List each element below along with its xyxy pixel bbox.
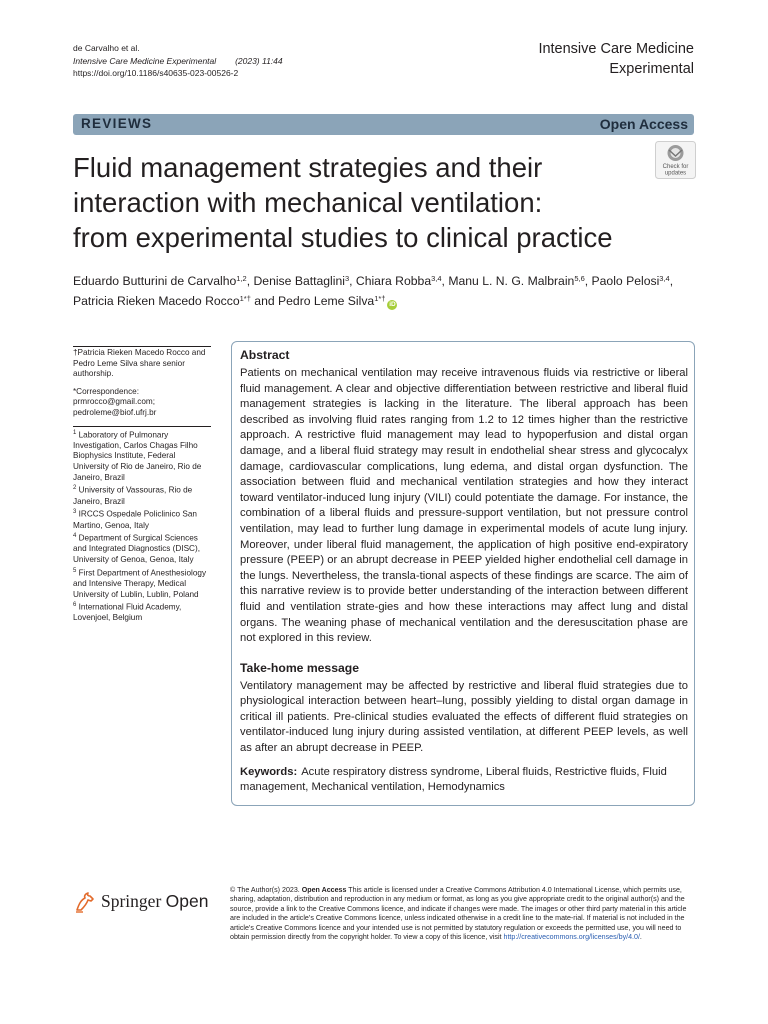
affiliation-text: IRCCS Ospedale Policlinico San Martino, Genoa, Italy xyxy=(73,509,197,530)
orcid-icon[interactable]: iD xyxy=(389,301,396,308)
author-name: Eduardo Butturini de Carvalho xyxy=(73,274,237,288)
affiliation: $^2$ University of Vassouras, Rio de Janeiro, Brazil xyxy=(73,485,193,506)
author-notes-sidebar xyxy=(73,346,213,624)
author-affiliation-sup: 1*† xyxy=(239,294,251,303)
springer-horse-icon xyxy=(73,890,97,914)
takehome-text: Ventilatory management may be affected by restrictive and liberal fluid strategies due to physiological interaction between heart–lung, possibly yielding to distal organ damage in critical ill patients. Pre-clinical studies evaluated the effects of different fluid strategies on ventilator-induced lung injury during assisted ventilation, at different PEEP levels, as well as after an abrupt decrease in PEEP. xyxy=(240,679,688,755)
author-affiliation-sup: 5,6 xyxy=(574,274,585,283)
journal-name xyxy=(538,40,694,79)
title-line2: interaction with mechanical ventilation: xyxy=(73,187,543,218)
author-name: Patricia Rieken Macedo Rocco xyxy=(73,294,240,308)
affiliation: $^3$ IRCCS Ospedale Policlinico San Martino, Genoa, Italy xyxy=(73,509,197,530)
correspondence-email[interactable]: prmrocco@gmail.com; xyxy=(73,397,156,407)
title-line3: from experimental studies to clinical practice xyxy=(73,222,613,253)
author-affiliation-sup: 3,4 xyxy=(431,274,442,283)
author-affiliation-sup: 1,2 xyxy=(236,274,247,283)
license-open-access: Open Access xyxy=(301,886,347,894)
affiliation-text: First Department of Anesthesiology and Intensive Therapy, Medical University of Lublin, Lublin, Poland xyxy=(73,568,207,599)
copyright-text: © The Author(s) 2023. xyxy=(230,886,300,894)
author-affiliation-sup: 3 xyxy=(344,274,350,283)
check-for-updates-icon xyxy=(655,141,696,179)
affiliation-text: University of Vassouras, Rio de Janeiro, Brazil xyxy=(73,486,193,506)
license-statement xyxy=(230,886,696,942)
keywords-label: Keywords: xyxy=(240,765,298,778)
correspondence xyxy=(73,387,213,419)
header-authors: de Carvalho et al. xyxy=(73,43,140,53)
author-affiliation-sup: 1*† xyxy=(374,294,386,303)
affiliation-text: International Fluid Academy, Lovenjoel, Belgium xyxy=(73,602,182,623)
badge-line1: Check for xyxy=(662,164,689,170)
abstract-box xyxy=(231,341,695,806)
section-bar xyxy=(73,114,694,135)
affiliation-text: Department of Surgical Sciences and Integrated Diagnostics (DISC), University of Genoa, Genoa, Italy xyxy=(73,533,200,565)
affiliation: $^4$ Department of Surgical Sciences and Integrated Diagnostics (DISC), University of Genoa, Genoa, Italy xyxy=(73,533,200,565)
open-word: Open xyxy=(165,891,209,911)
badge-line2: updates xyxy=(664,170,687,177)
open-access-label: Open Access xyxy=(599,116,688,132)
license-text: This article is licensed under a Creative Commons Attribution 4.0 International License, which permits use, sharing, adaptation, distribution and reproduction in any medium or format, as long as you give appropriate credit to the original author(s) and the source, provide a link to the Creative Commons licence, and indicate if changes were made. The images or other third party material in this article are included in the article’s Creative Commons licence, unless indicated otherwise in a credit line to the mate-rial. If material is not included in the article’s Creative Commons licence and your intended use is not permitted by statutory regulation or exceeds the permitted use, you will need to obtain permission directly from the copyright holder. To view a copy of this licence, visit xyxy=(230,886,687,942)
journal-name-line2: Experimental xyxy=(609,60,694,77)
affiliation-text: Laboratory of Pulmonary Investigation, Carlos Chagas Filho Biophysics Institute, Federal University of Rio de Janeiro, Rio de Janeiro, Brazil xyxy=(73,430,202,482)
author-name: and Pedro Leme Silva xyxy=(250,294,375,308)
affiliation: $^6$ International Fluid Academy, Lovenjoel, Belgium xyxy=(73,602,182,623)
springer-open-logo[interactable] xyxy=(73,890,223,916)
author-name: , Paolo Pelosi xyxy=(584,274,660,288)
senior-authorship-note: †Patricia Rieken Macedo Rocco and Pedro Leme Silva share senior authorship. xyxy=(73,348,206,379)
header-year-volume: (2023) 11:44 xyxy=(235,55,283,66)
affiliation: $^1$ Laboratory of Pulmonary Investigation, Carlos Chagas Filho Biophysics Institute, Federal University of Rio de Janeiro, Rio de Janeiro, Brazil xyxy=(73,429,202,482)
sidebar-rule xyxy=(73,346,211,347)
author-affiliation-sup: 3,4 xyxy=(659,274,670,283)
correspondence-label: *Correspondence: xyxy=(73,386,139,396)
sidebar-rule xyxy=(73,426,211,427)
license-end: . xyxy=(639,933,642,942)
check-for-updates-badge[interactable] xyxy=(655,141,696,179)
abstract-heading: Abstract xyxy=(240,348,290,362)
author-list: Eduardo Butturini de Carvalho$^{1,2}$, Denise Battaglini$^3$, Chiara Robba$^{3,4}$, Manu L. N. G. Malbrain$^{5,6}$, Paolo Pelosi$^{3,4}$, Patricia Rieken Macedo Rocco$^{1*\dagger}$ and Pedro Leme Silva$^{1*\dagger}$iD xyxy=(73,274,674,308)
license-link[interactable]: http://creativecommons.org/licenses/by/4.0/ xyxy=(503,933,640,942)
header-journal: Intensive Care Medicine Experimental xyxy=(73,55,217,66)
keywords-text: Acute respiratory distress syndrome, Liberal fluids, Restrictive fluids, Fluid management, Mechanical ventilation, Hemodynamics xyxy=(240,765,667,794)
title-line1: Fluid management strategies and their xyxy=(73,152,543,183)
keywords xyxy=(240,765,688,796)
author-name: , Manu L. N. G. Malbrain xyxy=(441,274,575,288)
author-name: , Chiara Robba xyxy=(349,274,432,288)
header-doi[interactable]: https://doi.org/10.1186/s40635-023-00526-2 xyxy=(73,68,239,78)
header-citation xyxy=(73,55,283,68)
affiliation: $^5$ First Department of Anesthesiology and Intensive Therapy, Medical University of Lublin, Lublin, Poland xyxy=(73,567,207,599)
section-label: REVIEWS xyxy=(81,116,153,131)
springer-open-wordmark xyxy=(101,891,208,912)
correspondence-email[interactable]: pedroleme@biof.ufrj.br xyxy=(73,407,157,417)
article-title xyxy=(73,150,633,255)
abstract-text: Patients on mechanical ventilation may receive intravenous fluids via restrictive or liberal fluid management. A clear and objective differentiation between restrictive and liberal fluid management strategies is lacking in the literature. The liberal approach has been described as involving fluid rates ranging from 1.2 to 12 times higher than the restrictive approach. A restrictive fluid management may lead to hypoperfusion and distal organ damage, and a liberal fluid strategy may result in endothelial shear stress and glycocalyx damage, cardiovascular complications, lung edema, and distal organ dysfunction. The association between fluid and mechanical ventilation strategies and how they interact toward ventilator-induced lung injury (VILI) could potentiate the damage. For instance, the combination of a liberal fluids and pressure-support ventilation, but not pressure control ventilation, may lead to further lung damage in experimental models of acute lung injury. Moreover, under liberal fluid management, the application of high positive end-expiratory pressure (PEEP) or an abrupt decrease in PEEP yielded higher endothelial cell damage in the lungs. Nevertheless, the transla-tional aspects of these findings are scarce. The aim of this narrative review is to provide better understanding of the interaction between different fluid and ventilation strate-gies and how these interactions may affect lung and distal organs. The weaning phase of mechanical ventilation and the deresuscitation phase are not explored in this review. xyxy=(240,367,688,645)
journal-name-line1: Intensive Care Medicine xyxy=(538,41,694,57)
springer-word: Springer xyxy=(101,891,162,911)
takehome-heading: Take-home message xyxy=(240,660,359,675)
running-header xyxy=(73,42,283,80)
author-name: , Denise Battaglini xyxy=(246,274,345,288)
